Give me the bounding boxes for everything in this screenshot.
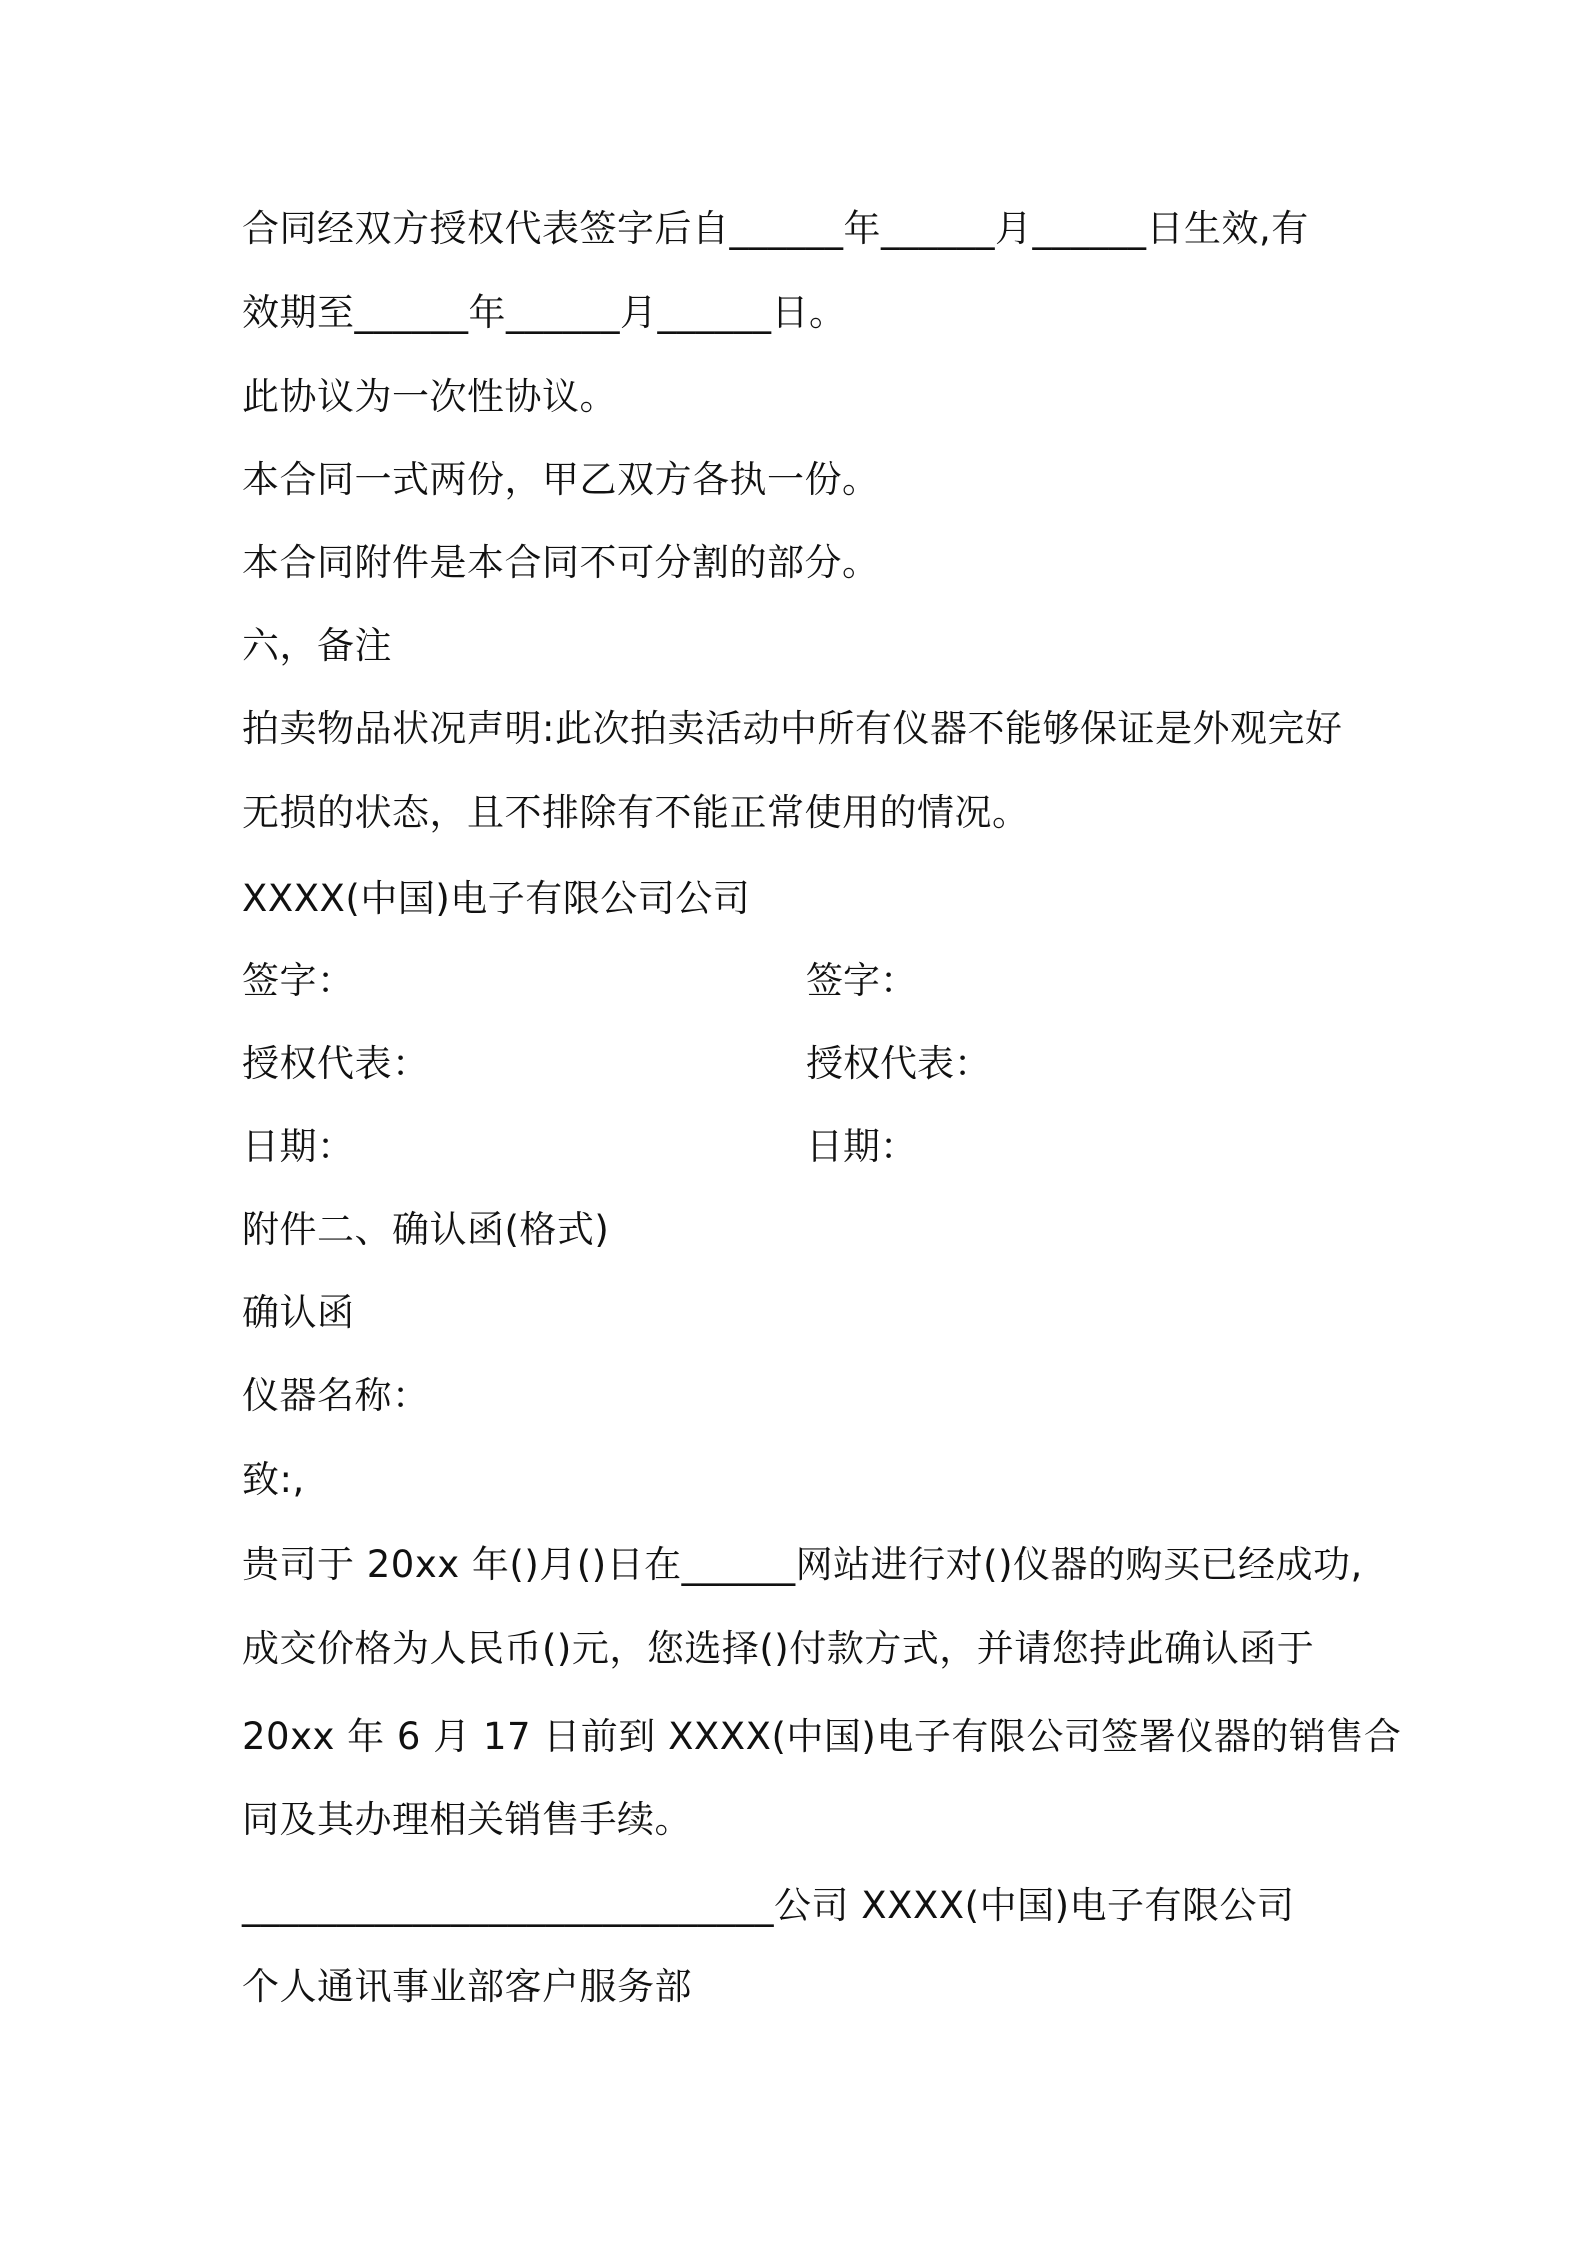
representative-label-right: 授权代表： — [806, 1042, 991, 1085]
condition-statement-line-1: 拍卖物品状况声明:此次拍卖活动中所有仪器不能够保证是外观完好 — [242, 707, 1343, 750]
addressee-line: 致:, — [242, 1458, 305, 1501]
signature-company-line: ____________________________公司 XXXX(中国)电子有限公司 — [242, 1884, 1295, 1927]
copies-clause: 本合同一式两份，甲乙双方各执一份。 — [242, 458, 880, 501]
signature-label-right: 签字： — [806, 959, 917, 1002]
one-time-agreement: 此协议为一次性协议。 — [242, 375, 617, 418]
annex-two-title: 附件二、确认函(格式) — [242, 1208, 610, 1251]
annex-inseparable-clause: 本合同附件是本合同不可分割的部分。 — [242, 541, 880, 584]
representative-label-left: 授权代表： — [242, 1042, 430, 1085]
date-label-left: 日期： — [242, 1125, 355, 1168]
effective-date-line-1: 合同经双方授权代表签字后自______年______月______日生效,有 — [242, 207, 1309, 250]
instrument-name-label: 仪器名称： — [242, 1374, 430, 1417]
effective-date-line-2: 效期至______年______月______日。 — [242, 291, 847, 334]
signature-label-left: 签字： — [242, 959, 355, 1002]
condition-statement-line-2: 无损的状态，且不排除有不能正常使用的情况。 — [242, 791, 1030, 834]
section-six-heading: 六，备注 — [242, 624, 392, 667]
letter-body-line-3: 20xx 年 6 月 17 日前到 XXXX(中国)电子有限公司签署仪器的销售合 — [242, 1715, 1402, 1758]
department-name: 个人通讯事业部客户服务部 — [242, 1965, 692, 2008]
date-label-right: 日期： — [806, 1125, 917, 1168]
letter-body-line-2: 成交价格为人民币()元，您选择()付款方式，并请您持此确认函于 — [242, 1627, 1315, 1670]
letter-body-line-1: 贵司于 20xx 年()月()日在______网站进行对()仪器的购买已经成功, — [242, 1543, 1363, 1586]
confirmation-letter-title: 确认函 — [242, 1291, 355, 1334]
letter-body-line-4: 同及其办理相关销售手续。 — [242, 1798, 692, 1841]
company-name: XXXX(中国)电子有限公司公司 — [242, 877, 751, 920]
